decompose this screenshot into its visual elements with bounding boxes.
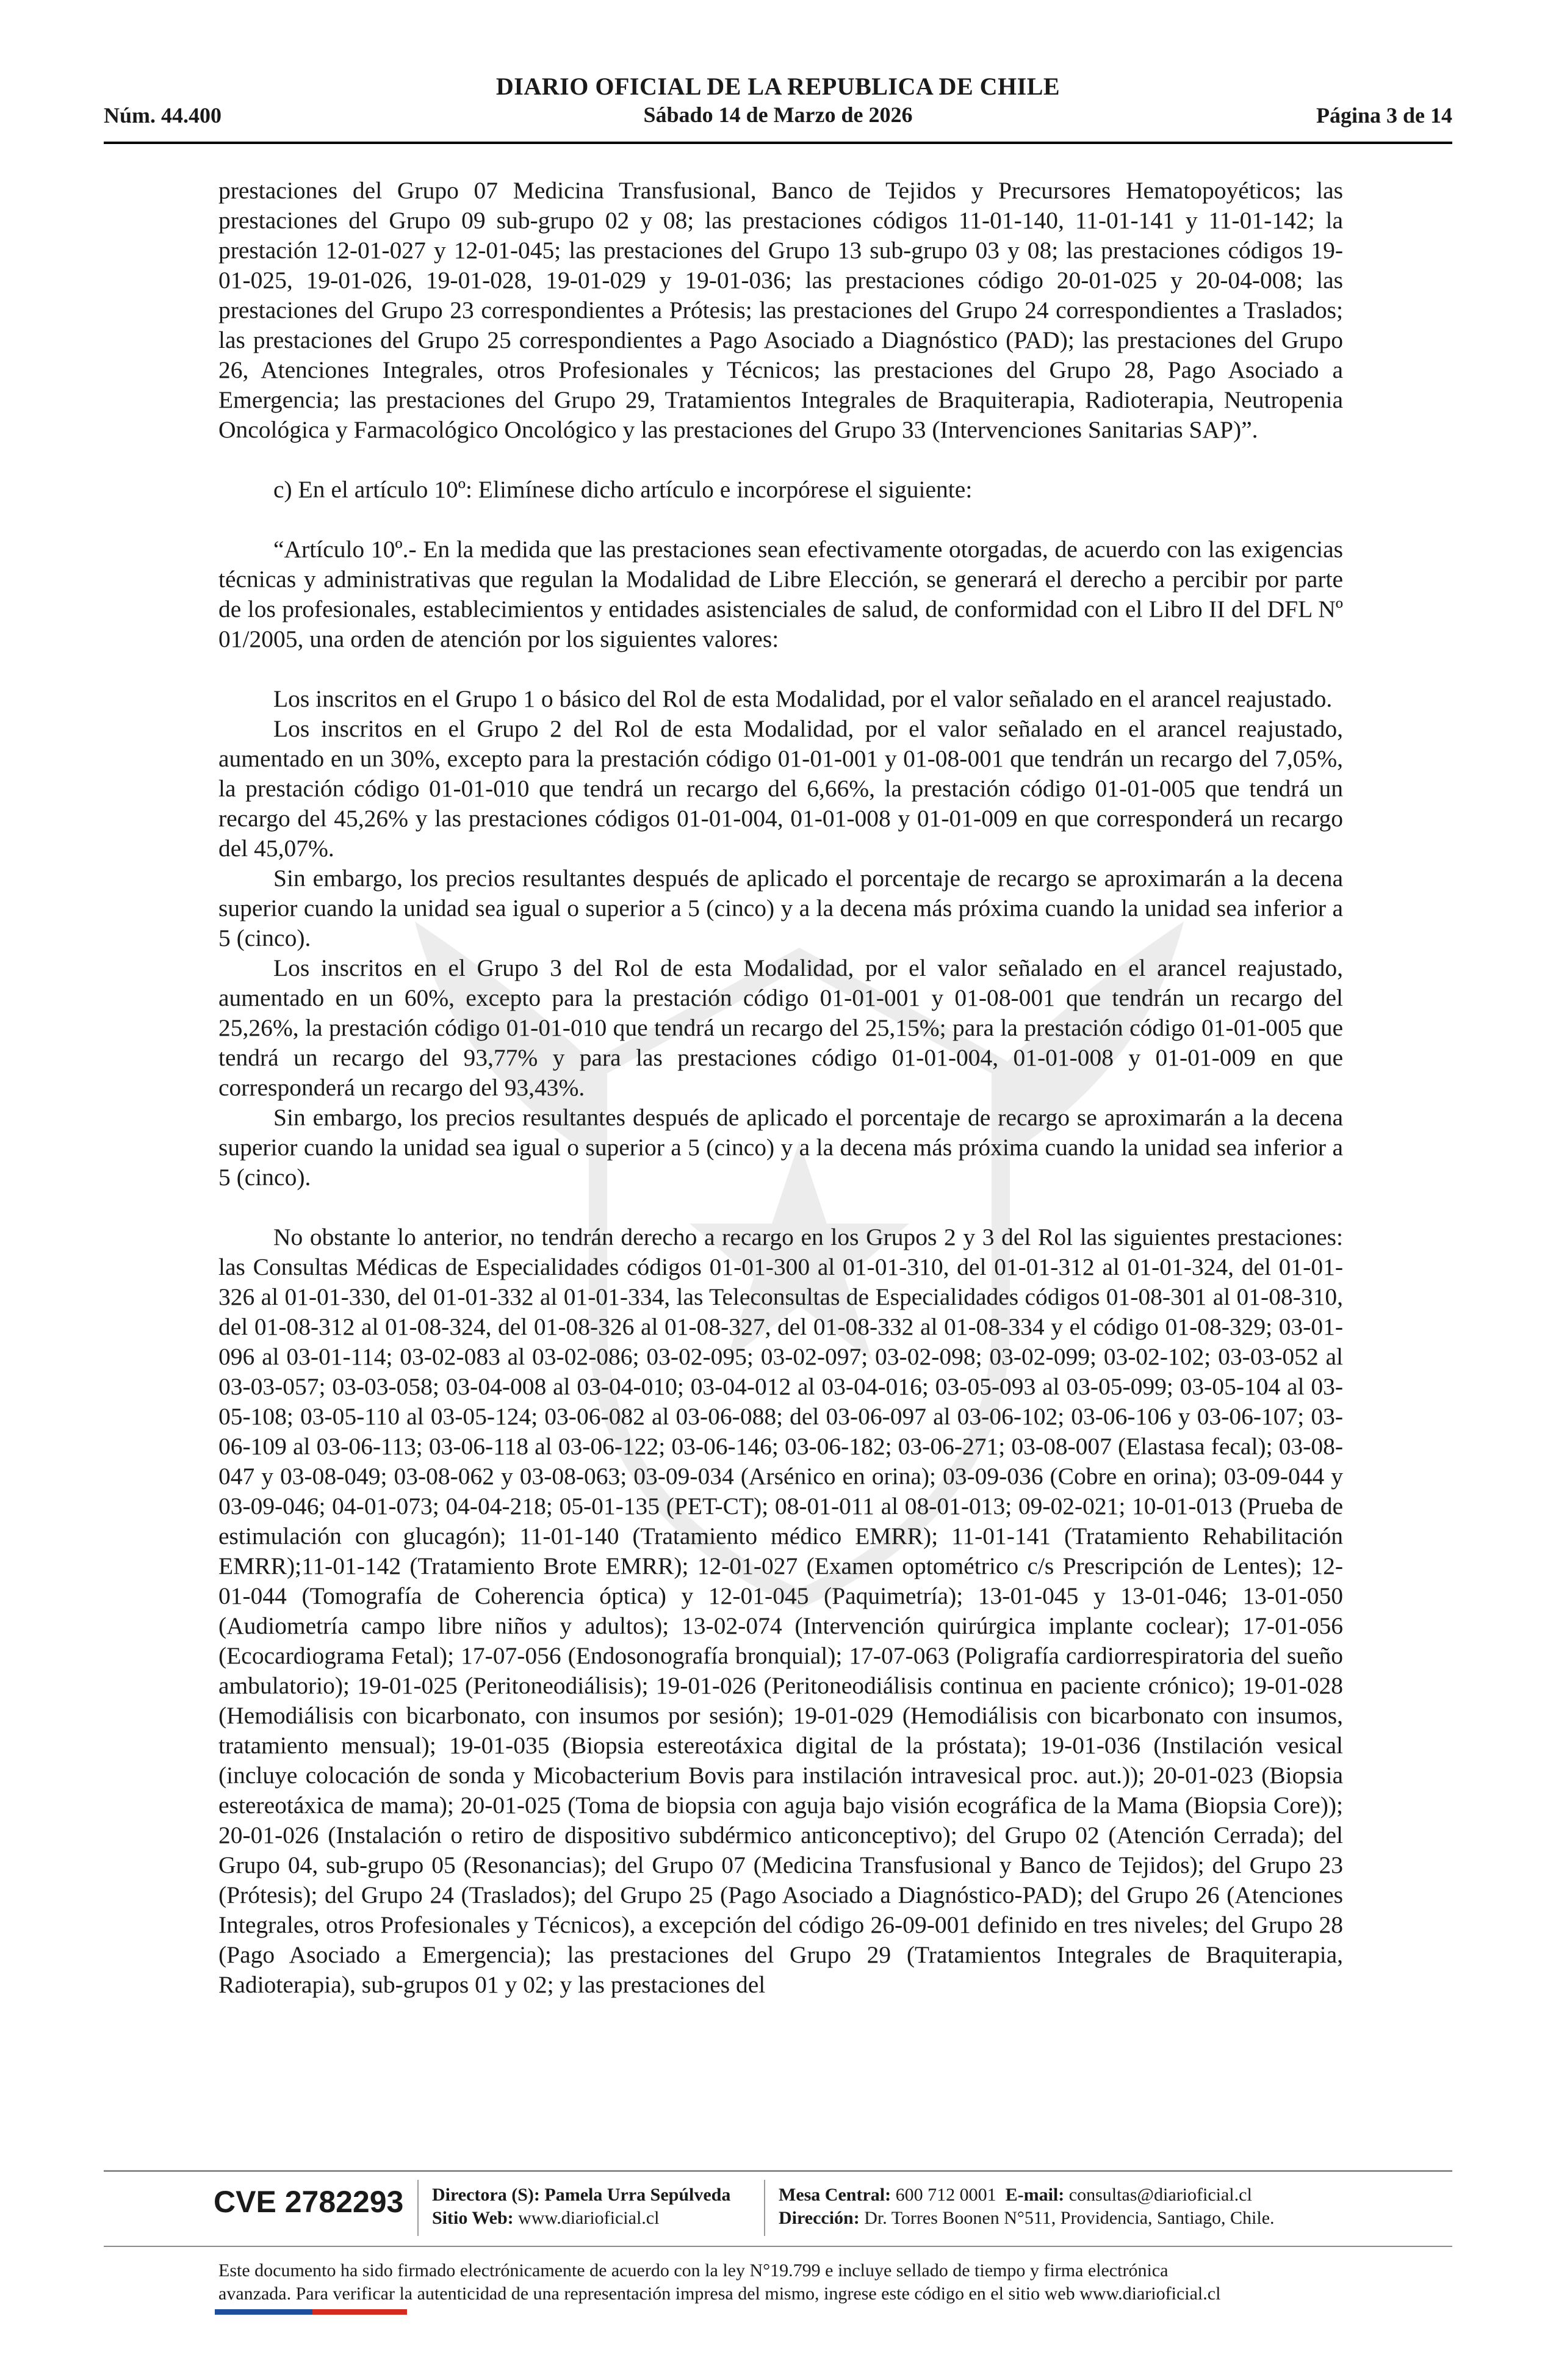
phone-label: Mesa Central:	[779, 2185, 891, 2205]
body-text	[218, 176, 1343, 2000]
masthead	[104, 72, 1452, 128]
header-divider	[104, 142, 1452, 144]
paragraph: c) En el artículo 10º: Elimínese dicho artículo e incorpórese el siguiente:	[273, 476, 973, 503]
paragraph: “Artículo 10º.- En la medida que las prestaciones sean efectivamente otorgadas, de acuerdo con las exigencias técnicas y administrativas que regulan la Modalidad de Libre Elección, se generará el derecho a percibir por parte de los profesionales, establecimientos y entidades asistenciales de salud, de conformidad con el Libro II del DFL Nº 01/2005, una orden de atención por los siguientes valores:	[218, 536, 1343, 652]
paragraph: Sin embargo, los precios resultantes después de aplicado el porcentaje de recargo se aproximarán a la decena superior cuando la unidad sea igual o superior a 5 (cinco) y a la decena más próxima cuando la unidad sea inferior a 5 (cinco).	[218, 865, 1343, 951]
publication-title: DIARIO OFICIAL DE LA REPUBLICA DE CHILE	[495, 73, 1061, 100]
address-label: Dirección:	[779, 2208, 860, 2228]
website-label: Sitio Web:	[432, 2208, 514, 2228]
publication-date: Sábado 14 de Marzo de 2026	[643, 103, 913, 127]
paragraph: Los inscritos en el Grupo 2 del Rol de esta Modalidad, por el valor señalado en el arancel reajustado, aumentado en un 30%, excepto para la prestación código 01-01-001 y 01-08-001 que tendrán un recargo del 7,05%, la prestación código 01-01-010 que tendrá un recargo del 6,66%, la prestación código 01-01-005 que tendrá un recargo del 45,26% y las prestaciones códigos 01-01-004, 01-01-008 y 01-01-009 en que corresponderá un recargo del 45,07%.	[218, 715, 1343, 862]
email-link[interactable]: consultas@diarioficial.cl	[1068, 2185, 1252, 2205]
footer-separator	[764, 2180, 765, 2236]
paragraph: prestaciones del Grupo 07 Medicina Transfusional, Banco de Tejidos y Precursores Hematopoyéticos; las prestaciones del Grupo 09 sub-grupo 02 y 08; las prestaciones códigos 11-01-140, 11-01-141 y 11-01-142; la prestación 12-01-027 y 12-01-045; las prestaciones del Grupo 13 sub-grupo 03 y 08; las prestaciones códigos 19-01-025, 19-01-026, 19-01-028, 19-01-029 y 19-01-036; las prestaciones código 20-01-025 y 20-04-008; las prestaciones del Grupo 23 correspondientes a Prótesis; las prestaciones del Grupo 24 correspondientes a Traslados; las prestaciones del Grupo 25 correspondientes a Pago Asociado a Diagnóstico (PAD); las prestaciones del Grupo 26, Atenciones Integrales, otros Profesionales y Técnicos; las prestaciones del Grupo 28, Pago Asociado a Emergencia; las prestaciones del Grupo 29, Tratamientos Integrales de Braquiterapia, Radioterapia, Neutropenia Oncológica y Farmacológico Oncológico y las prestaciones del Grupo 33 (Intervenciones Sanitarias SAP)”.	[218, 177, 1343, 443]
footer-director-block	[432, 2183, 730, 2230]
director-name: Pamela Urra Sepúlveda	[544, 2185, 731, 2205]
flag-stripe-red	[312, 2309, 407, 2315]
director-label: Directora (S):	[432, 2185, 540, 2205]
footer-contact-block	[779, 2183, 1275, 2230]
email-label: E-mail:	[1005, 2185, 1065, 2205]
footer-divider	[104, 2246, 1452, 2247]
legal-line: avanzada. Para verificar la autenticidad de una representación impresa del mismo, ingrese este código en el sitio web www.diarioficial.cl	[218, 2284, 1221, 2304]
cve-code: CVE 2782293	[214, 2185, 404, 2219]
paragraph: Los inscritos en el Grupo 1 o básico del Rol de esta Modalidad, por el valor señalado en el arancel reajustado.	[273, 685, 1333, 712]
address-value: Dr. Torres Boonen N°511, Providencia, Santiago, Chile.	[864, 2208, 1275, 2228]
phone-value: 600 712 0001	[895, 2185, 996, 2205]
footer-divider	[104, 2170, 1452, 2172]
page-number: Página 3 de 14	[1316, 103, 1452, 128]
paragraph: No obstante lo anterior, no tendrán derecho a recargo en los Grupos 2 y 3 del Rol las siguientes prestaciones: las Consultas Médicas de Especialidades códigos 01-01-300 al 01-01-310, del 01-01-312 al 01-01-324, del 01-01-326 al 01-01-330, del 01-01-332 al 01-01-334, las Teleconsultas de Especialidades códigos 01-08-301 al 01-08-310, del 01-08-312 al 01-08-324, del 01-08-326 al 01-08-327, del 01-08-332 al 01-08-334 y el código 01-08-329; 03-01-096 al 03-01-114; 03-02-083 al 03-02-086; 03-02-095; 03-02-097; 03-02-098; 03-02-099; 03-02-102; 03-03-052 al 03-03-057; 03-03-058; 03-04-008 al 03-04-010; 03-04-012 al 03-04-016; 03-05-093 al 03-05-099; 03-05-104 al 03-05-108; 03-05-110 al 03-05-124; 03-06-082 al 03-06-088; del 03-06-097 al 03-06-102; 03-06-106 y 03-06-107; 03-06-109 al 03-06-113; 03-06-118 al 03-06-122; 03-06-146; 03-06-182; 03-06-271; 03-08-007 (Elastasa fecal); 03-08-047 y 03-08-049; 03-08-062 y 03-08-063; 03-09-034 (Arsénico en orina); 03-09-036 (Cobre en orina); 03-09-044 y 03-09-046; 04-01-073; 04-04-218; 05-01-135 (PET-CT); 08-01-011 al 08-01-013; 09-02-021; 10-01-013 (Prueba de estimulación con glucagón); 11-01-140 (Tratamiento médico EMRR); 11-01-141 (Tratamiento Rehabilitación EMRR);11-01-142 (Tratamiento Brote EMRR); 12-01-027 (Examen optométrico c/s Prescripción de Lentes); 12-01-044 (Tomografía de Coherencia óptica) y 12-01-045 (Paquimetría); 13-01-045 y 13-01-046; 13-01-050 (Audiometría campo libre niños y adultos); 13-02-074 (Intervención quirúrgica implante coclear); 17-01-056 (Ecocardiograma Fetal); 17-07-056 (Endosonografía bronquial); 17-07-063 (Poligrafía cardiorrespiratoria del sueño ambulatorio); 19-01-025 (Peritoneodiálisis); 19-01-026 (Peritoneodiálisis continua en paciente crónico); 19-01-028 (Hemodiálisis con bicarbonato, con insumos por sesión); 19-01-029 (Hemodiálisis con bicarbonato con insumos, tratamiento mensual); 19-01-035 (Biopsia estereotáxica digital de la próstata); 19-01-036 (Instilación vesical (incluye colocación de sonda y Micobacterium Bovis para instilación intravesical proc. aut.)); 20-01-023 (Biopsia estereotáxica de mama); 20-01-025 (Toma de biopsia con aguja bajo visión ecográfica de la Mama (Biopsia Core)); 20-01-026 (Instalación o retiro de dispositivo subdérmico anticonceptivo); del Grupo 02 (Atención Cerrada); del Grupo 04, sub-grupo 05 (Resonancias); del Grupo 07 (Medicina Transfusional y Banco de Tejidos); del Grupo 23 (Prótesis); del Grupo 24 (Traslados); del Grupo 25 (Pago Asociado a Diagnóstico-PAD); del Grupo 26 (Atenciones Integrales, otros Profesionales y Técnicos), a excepción del código 26-09-001 definido en tres niveles; del Grupo 28 (Pago Asociado a Emergencia); las prestaciones del Grupo 29 (Tratamientos Integrales de Braquiterapia, Radioterapia), sub-grupos 01 y 02; y las prestaciones del	[218, 1224, 1343, 1998]
issue-number: Núm. 44.400	[104, 103, 222, 128]
legal-notice	[218, 2259, 1378, 2306]
paragraph: Los inscritos en el Grupo 3 del Rol de esta Modalidad, por el valor señalado en el arancel reajustado, aumentado en un 60%, excepto para la prestación código 01-01-001 y 01-08-001 que tendrán un recargo del 25,26%, la prestación código 01-01-010 que tendrá un recargo del 25,15%; para la prestación código 01-01-005 que tendrá un recargo del 93,77% y para las prestaciones código 01-01-004, 01-01-008 y 01-01-009 en que corresponderá un recargo del 93,43%.	[218, 954, 1343, 1101]
flag-stripe-blue	[215, 2309, 312, 2315]
paragraph: Sin embargo, los precios resultantes después de aplicado el porcentaje de recargo se aproximarán a la decena superior cuando la unidad sea igual o superior a 5 (cinco) y a la decena más próxima cuando la unidad sea inferior a 5 (cinco).	[218, 1104, 1343, 1191]
legal-line: Este documento ha sido firmado electrónicamente de acuerdo con la ley N°19.799 e incluye sellado de tiempo y firma electrónica	[218, 2260, 1169, 2281]
website-link[interactable]: www.diarioficial.cl	[518, 2208, 660, 2228]
page-header	[104, 72, 1452, 139]
footer-separator	[417, 2180, 419, 2236]
